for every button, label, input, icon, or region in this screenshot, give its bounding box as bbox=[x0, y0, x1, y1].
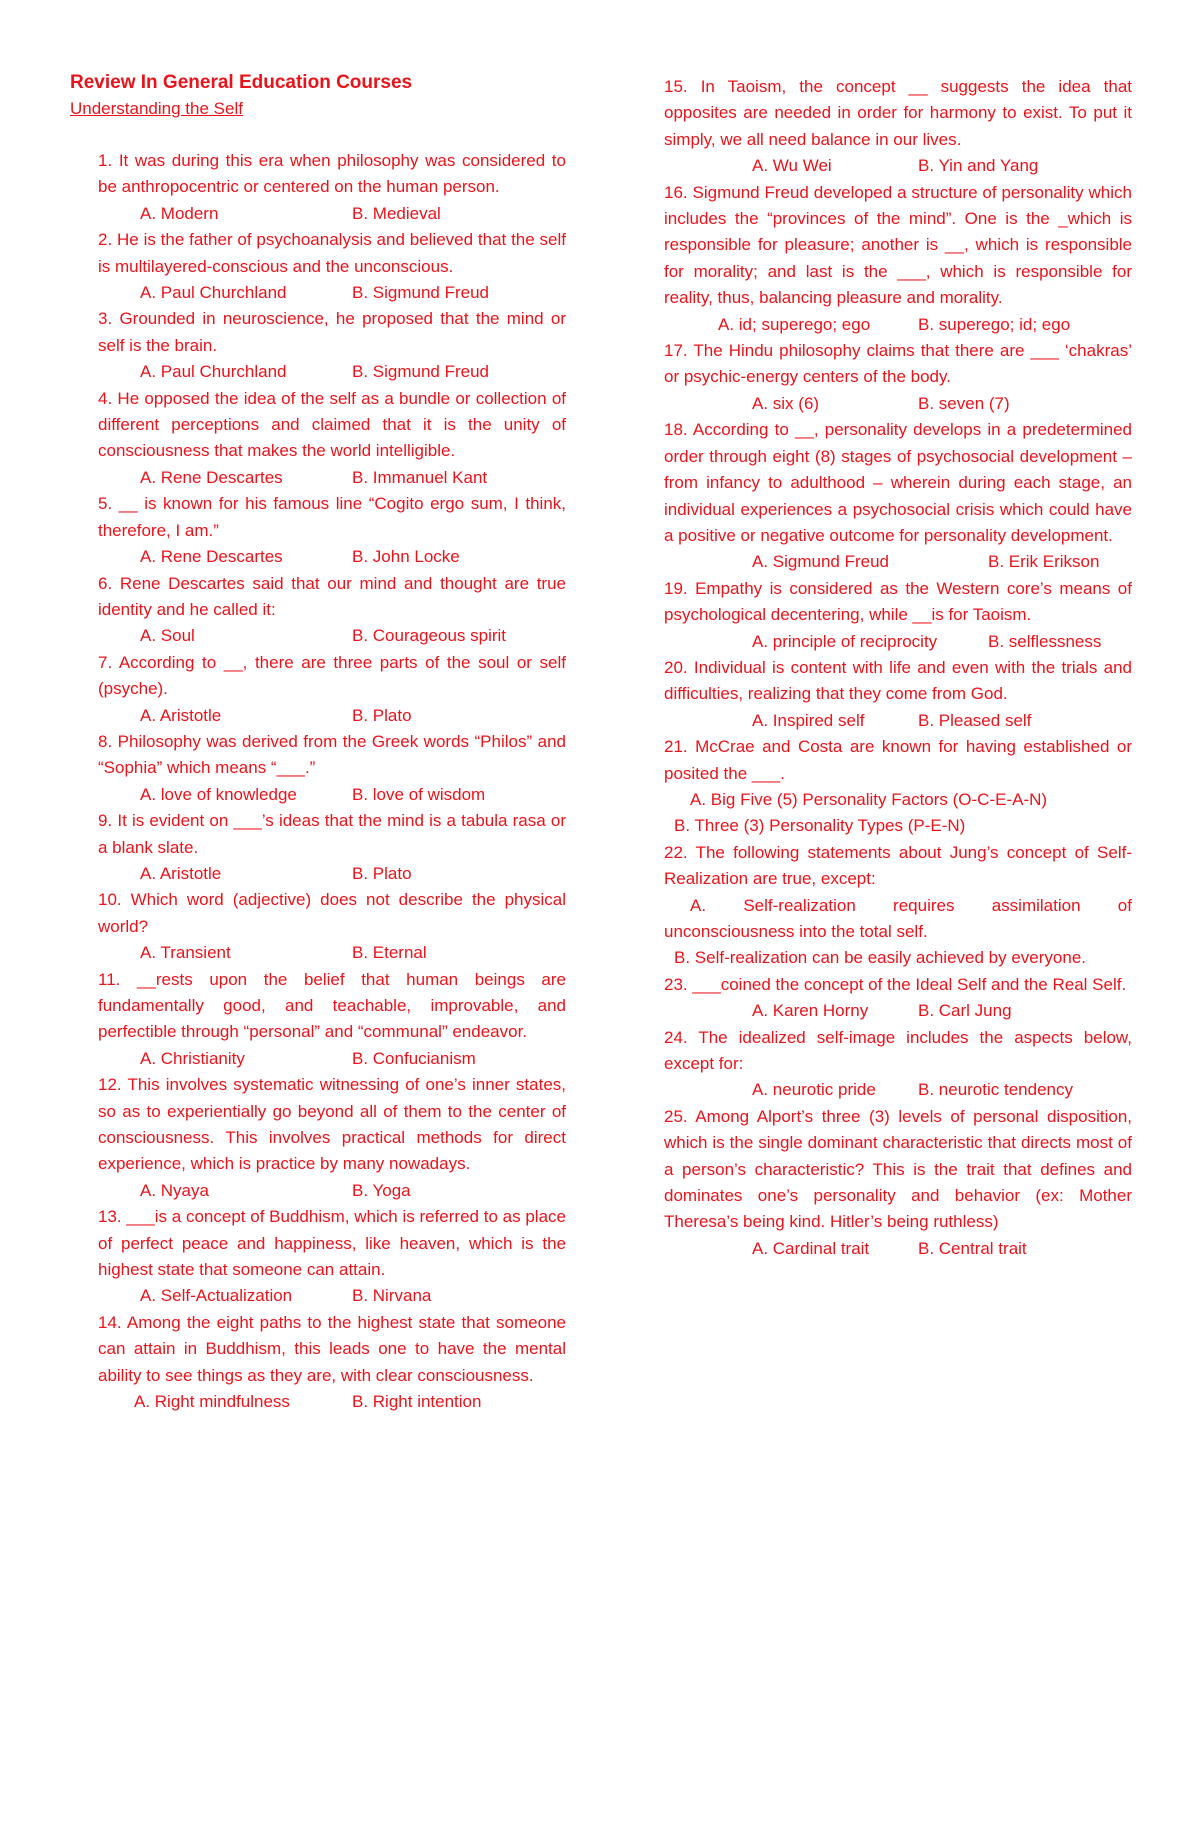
option-b: B. Plato bbox=[352, 705, 412, 725]
question-item bbox=[98, 386, 566, 492]
question-item bbox=[98, 148, 566, 227]
option-a: A. id; superego; ego bbox=[718, 314, 871, 334]
option-b: B. Yoga bbox=[352, 1180, 411, 1200]
question-text: 1. It was during this era when philosophy was considered to be anthropocentric or centered on the human person. bbox=[98, 151, 566, 197]
option-b: B. neurotic tendency bbox=[918, 1080, 1073, 1100]
question-item bbox=[664, 1025, 1132, 1104]
question-text: 21. McCrae and Costa are known for having established or posited the ___. bbox=[664, 737, 1132, 783]
answer-options bbox=[664, 312, 1132, 338]
question-item bbox=[664, 655, 1132, 734]
answer-options bbox=[98, 201, 566, 227]
answer-options bbox=[664, 708, 1132, 734]
question-text: 5. __ is known for his famous line “Cogito ergo sum, I think, therefore, I am.” bbox=[98, 494, 566, 540]
option-a: A. Cardinal trait bbox=[752, 1238, 870, 1258]
answer-options bbox=[664, 998, 1132, 1024]
option-a: A. Aristotle bbox=[140, 863, 222, 883]
answer-options bbox=[98, 1283, 566, 1309]
question-text: 8. Philosophy was derived from the Greek words “Philos” and “Sophia” which means “___.” bbox=[98, 731, 566, 778]
question-item bbox=[98, 1204, 566, 1310]
option-a: A. Christianity bbox=[140, 1048, 245, 1068]
question-item bbox=[664, 734, 1132, 840]
question-item bbox=[98, 1072, 566, 1204]
option-b: B. John Locke bbox=[352, 547, 460, 567]
question-item bbox=[664, 74, 1132, 180]
answer-options bbox=[98, 861, 566, 887]
option-b: B. Three (3) Personality Types (P-E-N) bbox=[674, 816, 966, 836]
option-b: B. seven (7) bbox=[918, 393, 1010, 413]
option-a: A. love of knowledge bbox=[140, 784, 297, 804]
option-a: A. principle of reciprocity bbox=[752, 631, 938, 651]
answer-options bbox=[664, 1077, 1132, 1103]
document-subtitle: Understanding the Self bbox=[70, 99, 243, 118]
answer-options bbox=[98, 782, 566, 808]
answer-options bbox=[98, 280, 566, 306]
right-column bbox=[664, 74, 1132, 1262]
question-text: 7. According to __, there are three parts of the soul or self (psyche). bbox=[98, 652, 566, 699]
option-a: A. Big Five (5) Personality Factors (O-C-E-A-N) bbox=[690, 789, 1048, 809]
question-text: 11. __rests upon the belief that human beings are fundamentally good, and teachable, improvable, and perfectible through “personal” and “communal” endeavor. bbox=[98, 969, 566, 1042]
option-a: A. neurotic pride bbox=[752, 1080, 876, 1100]
option-a: A. Aristotle bbox=[140, 705, 222, 725]
question-text: 18. According to __, personality develops in a predetermined order through eight (8) stages of psychosocial development – from infancy to adulthood – wherein during each stage, an individual experiences a psychosocial crisis which could have a positive or negative outcome for personality development. bbox=[664, 420, 1132, 545]
answer-options bbox=[664, 893, 1132, 972]
question-item bbox=[98, 571, 566, 650]
question-item bbox=[98, 491, 566, 570]
question-text: 6. Rene Descartes said that our mind and thought are true identity and he called it: bbox=[98, 573, 566, 619]
question-text: 4. He opposed the idea of the self as a bundle or collection of different perceptions and claimed that it is the unity of consciousness that makes the world intelligible. bbox=[98, 388, 566, 461]
answer-options bbox=[664, 787, 1132, 840]
answer-options bbox=[664, 629, 1132, 655]
question-text: 23. ___coined the concept of the Ideal Self and the Real Self. bbox=[664, 974, 1127, 994]
option-b: B. Right intention bbox=[352, 1392, 482, 1412]
question-text: 19. Empathy is considered as the Western core’s means of psychological decentering, while __is for Taoism. bbox=[664, 578, 1132, 625]
option-b: B. Yin and Yang bbox=[918, 156, 1039, 176]
option-b: B. Medieval bbox=[352, 203, 441, 223]
question-text: 3. Grounded in neuroscience, he proposed that the mind or self is the brain. bbox=[98, 309, 566, 355]
question-text: 16. Sigmund Freud developed a structure of personality which includes the “provinces of the mind”. One is the _which is responsible for pleasure; another is __, which is responsible for morality; and last is the ___, which is responsible for reality, thus, balancing pleasure and morality. bbox=[664, 182, 1132, 308]
left-column bbox=[98, 148, 566, 1416]
question-text: 25. Among Alport’s three (3) levels of personal disposition, which is the single dominant characteristic that directs most of a person’s characteristic? This is the trait that defines and dominates one’s personality and behavior (ex: Mother Theresa’s being kind. Hitler’s being ruthless) bbox=[664, 1106, 1132, 1232]
question-text: 17. The Hindu philosophy claims that there are ___ ‘chakras’ or psychic-energy centers of the body. bbox=[664, 341, 1132, 387]
question-item bbox=[98, 729, 566, 808]
question-item bbox=[98, 227, 566, 306]
question-item bbox=[664, 972, 1132, 1025]
option-a: A. Paul Churchland bbox=[140, 283, 287, 303]
question-text: 12. This involves systematic witnessing of one’s inner states, so as to experientially go beyond all of them to the center of consciousness. This involves practical methods for direct experience, which is practice by many nowadays. bbox=[98, 1075, 566, 1174]
option-b: B. Carl Jung bbox=[918, 1001, 1012, 1021]
option-b: B. love of wisdom bbox=[352, 784, 486, 804]
question-item bbox=[98, 887, 566, 966]
option-a: A. Rene Descartes bbox=[140, 467, 283, 487]
question-item bbox=[98, 306, 566, 385]
question-text: 20. Individual is content with life and even with the trials and difficulties, realizing that they come from God. bbox=[664, 657, 1132, 704]
option-a: A. Sigmund Freud bbox=[752, 552, 890, 572]
option-a: A. Self-Actualization bbox=[140, 1286, 293, 1306]
question-item bbox=[98, 1310, 566, 1416]
option-a: A. Modern bbox=[140, 203, 219, 223]
option-b: B. Nirvana bbox=[352, 1286, 432, 1306]
question-item bbox=[664, 1104, 1132, 1262]
document-title: Review In General Education Courses bbox=[70, 72, 413, 93]
question-text: 22. The following statements about Jung’s concept of Self-Realization are true, except: bbox=[664, 842, 1132, 889]
answer-options bbox=[98, 544, 566, 570]
option-a: A. Wu Wei bbox=[752, 156, 832, 176]
option-b: B. Pleased self bbox=[918, 710, 1032, 730]
answer-options bbox=[98, 359, 566, 385]
question-text: 2. He is the father of psychoanalysis and believed that the self is multilayered-conscious and the unconscious. bbox=[98, 230, 566, 276]
question-text: 13. ___is a concept of Buddhism, which is referred to as place of perfect peace and happiness, like heaven, which is the highest state that someone can attain. bbox=[98, 1207, 566, 1280]
answer-options bbox=[98, 1389, 566, 1415]
question-text: 10. Which word (adjective) does not describe the physical world? bbox=[98, 890, 566, 936]
question-item bbox=[98, 650, 566, 729]
document-header bbox=[70, 70, 570, 122]
answer-options bbox=[98, 465, 566, 491]
question-item bbox=[664, 180, 1132, 338]
option-b: B. Plato bbox=[352, 863, 412, 883]
question-item bbox=[664, 840, 1132, 972]
option-b: B. Courageous spirit bbox=[352, 626, 507, 646]
option-b: B. Sigmund Freud bbox=[352, 283, 490, 303]
option-a: A. Self-realization requires assimilation of unconsciousness into the total self. bbox=[664, 895, 1132, 941]
option-b: B. Erik Erikson bbox=[988, 552, 1100, 572]
question-item bbox=[664, 417, 1132, 575]
question-text: 15. In Taoism, the concept __ suggests the idea that opposites are needed in order for harmony to exist. To put it simply, we all need balance in our lives. bbox=[664, 77, 1132, 149]
answer-options bbox=[98, 1178, 566, 1204]
option-b: B. selflessness bbox=[988, 631, 1102, 651]
option-a: A. Inspired self bbox=[752, 710, 865, 730]
question-text: 9. It is evident on ___’s ideas that the mind is a tabula rasa or a blank slate. bbox=[98, 811, 566, 857]
option-b: B. Self-realization can be easily achieved by everyone. bbox=[674, 948, 1087, 968]
option-a: A. Soul bbox=[140, 626, 195, 646]
option-a: A. six (6) bbox=[752, 393, 820, 413]
question-item bbox=[664, 338, 1132, 417]
option-b: B. Eternal bbox=[352, 943, 427, 963]
option-b: B. Confucianism bbox=[352, 1048, 476, 1068]
answer-options bbox=[664, 549, 1132, 575]
answer-options bbox=[664, 1236, 1132, 1262]
option-a: A. Rene Descartes bbox=[140, 547, 283, 567]
option-b: B. Sigmund Freud bbox=[352, 362, 490, 382]
answer-options bbox=[98, 703, 566, 729]
option-b: B. superego; id; ego bbox=[918, 314, 1071, 334]
question-text: 14. Among the eight paths to the highest state that someone can attain in Buddhism, this leads one to have the mental ability to see things as they are, with clear consciousness. bbox=[98, 1312, 566, 1385]
question-item bbox=[664, 576, 1132, 655]
answer-options bbox=[664, 391, 1132, 417]
option-a: A. Nyaya bbox=[140, 1180, 209, 1200]
question-text: 24. The idealized self-image includes the aspects below, except for: bbox=[664, 1027, 1132, 1074]
option-b: B. Central trait bbox=[918, 1238, 1027, 1258]
option-a: A. Right mindfulness bbox=[134, 1392, 290, 1412]
answer-options bbox=[98, 623, 566, 649]
option-a: A. Karen Horny bbox=[752, 1001, 869, 1021]
answer-options bbox=[664, 153, 1132, 179]
option-a: A. Transient bbox=[140, 943, 231, 963]
answer-options bbox=[98, 1046, 566, 1072]
question-item bbox=[98, 808, 566, 887]
option-a: A. Paul Churchland bbox=[140, 362, 287, 382]
option-b: B. Immanuel Kant bbox=[352, 467, 488, 487]
question-item bbox=[98, 967, 566, 1073]
answer-options bbox=[98, 940, 566, 966]
